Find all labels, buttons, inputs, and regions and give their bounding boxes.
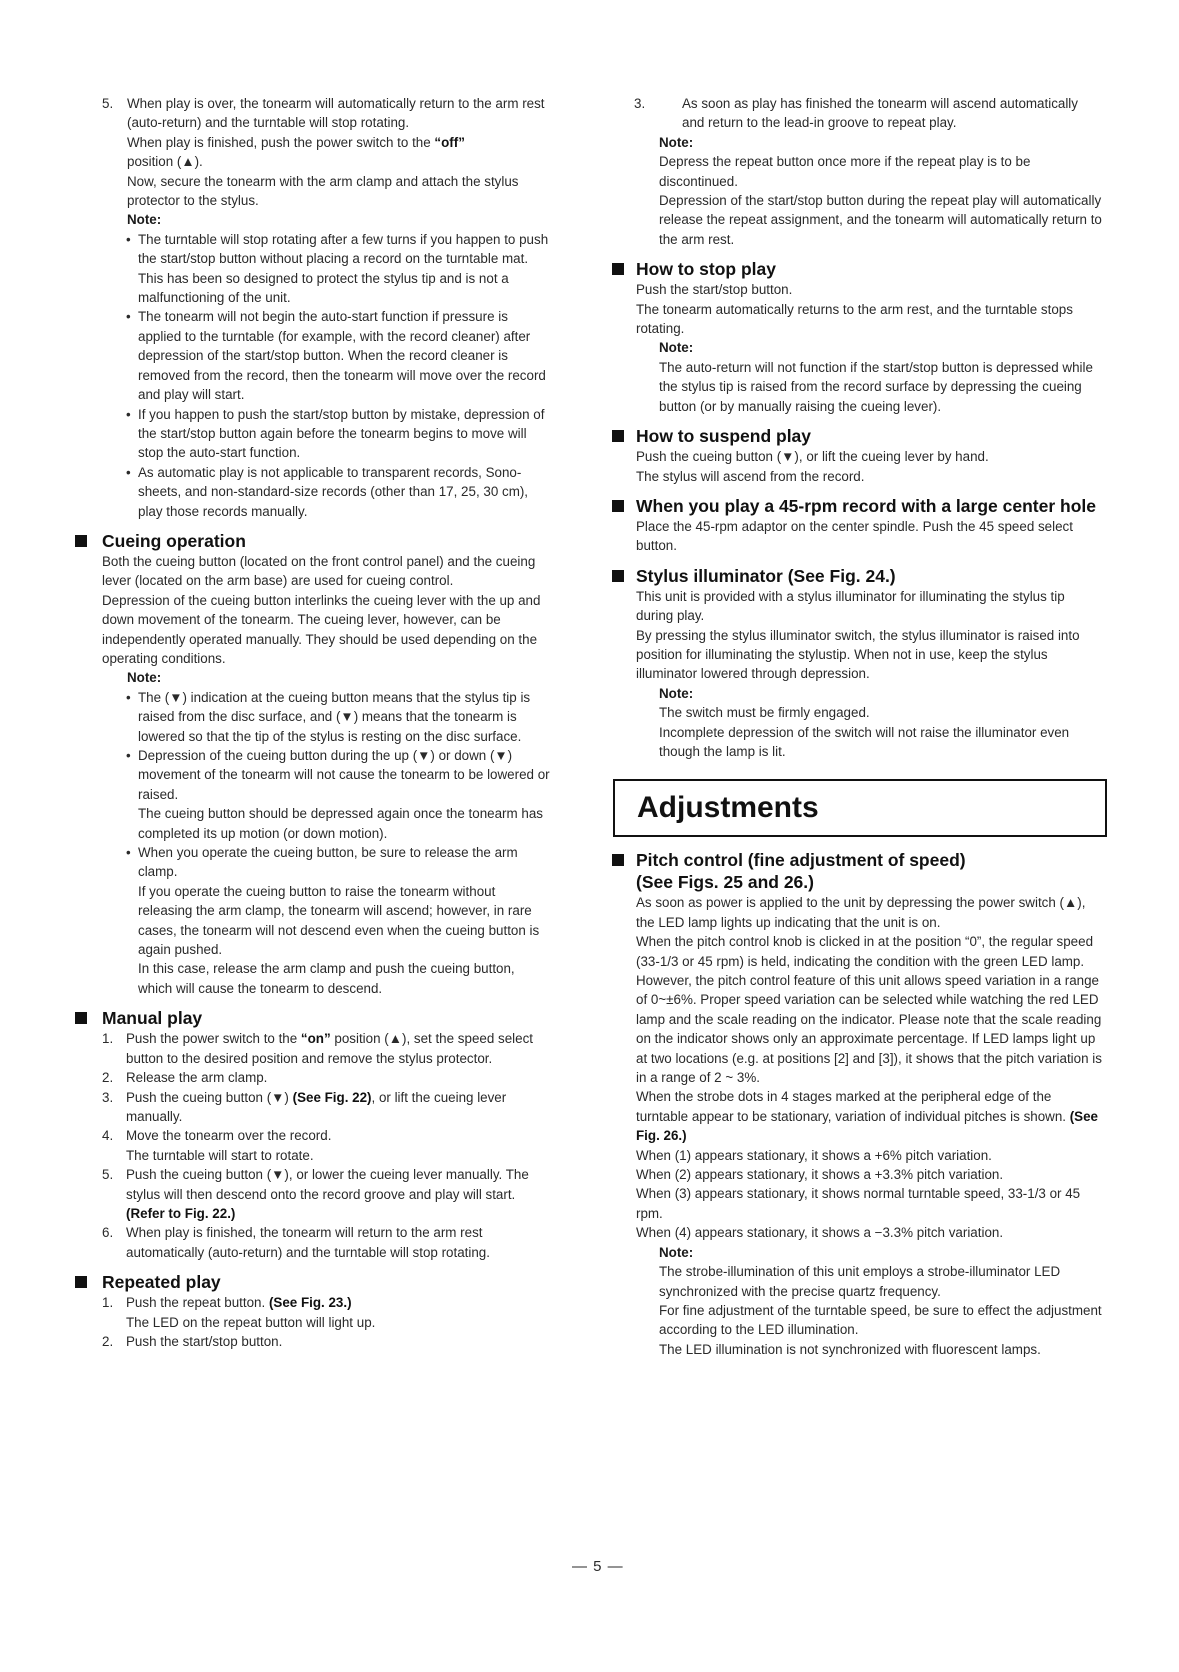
note-text: The switch must be firmly engaged. xyxy=(659,705,870,721)
left-column xyxy=(75,94,551,1351)
square-bullet-icon xyxy=(612,854,624,866)
paragraph: By pressing the stylus illuminator switch, the stylus illuminator is raised into position for illuminating the stylustip. When not in use, keep the stylus illuminator lowered through depression. xyxy=(636,627,1080,682)
section-heading-stylus-illuminator: Stylus illuminator (See Fig. 24.) xyxy=(612,565,1104,587)
section-heading-stop-play: How to stop play xyxy=(612,258,1104,280)
note-bullet: • The (▼) indication at the cueing button means that the stylus tip is raised from the disc surface, and (▼) means that the tonearm is lowered so that the tip of the stylus is resting on the disc surface. xyxy=(75,688,551,746)
note-label: Note: xyxy=(659,340,694,356)
section-heading-cueing: Cueing operation xyxy=(75,530,551,552)
paragraph: Push the cueing button (▼), or lift the cueing lever by hand. xyxy=(636,449,989,465)
square-bullet-icon xyxy=(612,570,624,582)
step-6: When play is finished, push the power switch to the “off” position (▲). xyxy=(127,134,465,170)
adjustments-title-box xyxy=(613,779,1107,837)
square-bullet-icon xyxy=(612,500,624,512)
note-bullet: • As automatic play is not applicable to transparent records, Sono-sheets, and non-standard-size records (other than 17, 25, 30 cm), play those records manually. xyxy=(75,463,551,521)
paragraph: However, the pitch control feature of this unit allows speed variation in a range of 0~±6%. Proper speed variation can be selected while watching the red LED lamp and the scale reading on the indicator. Please note that the scale reading on the indicator shows only an approximate percentage. If LED lamps light up at two locations (e.g. at positions [2] and [3]), it shows that the pitch variation is in a range of 2 ~ 3%. xyxy=(636,973,1102,1086)
step-3: 3. As soon as play has finished the tonearm will ascend automatically and return to the lead-in groove to repeat play. xyxy=(634,96,1078,131)
note-text: Incomplete depression of the switch will not raise the illuminator even though the lamp is lit. xyxy=(659,724,1070,759)
square-bullet-icon xyxy=(612,430,624,442)
step-6: 6. When play is finished, the tonearm will return to the arm rest automatically (auto-return) and the turntable will stop rotating. xyxy=(102,1225,490,1260)
section-heading-pitch-control: Pitch control (fine adjustment of speed) (See Figs. 25 and 26.) xyxy=(612,849,1104,893)
note-bullet: • The turntable will stop rotating after a few turns if you happen to push the start/stop button without placing a record on the turntable mat. This has been so designed to protect the stylus tip and is not a malfunctioning of the unit. xyxy=(75,230,551,308)
note-bullet-continued: In this case, release the arm clamp and push the cueing button, which will cause the tonearm to descend. xyxy=(138,961,515,996)
note-text: For fine adjustment of the turntable speed, be sure to effect the adjustment according to the LED illumination. xyxy=(659,1302,1102,1338)
note-bullet: • If you happen to push the start/stop button by mistake, depression of the start/stop button again before the tonearm begins to move will stop the auto-start function. xyxy=(75,405,551,463)
step-1: 1. Push the power switch to the “on” position (▲), set the speed select button to the desired position and remove the stylus protector. xyxy=(102,1031,533,1066)
square-bullet-icon xyxy=(75,1012,87,1024)
section-heading-manual-play: Manual play xyxy=(75,1007,551,1029)
note-bullet-continued: The cueing button should be depressed again once the tonearm has completed its up motion (or down motion). xyxy=(138,806,543,841)
paragraph: When the strobe dots in 4 stages marked at the peripheral edge of the turntable appear to be stationary, variation of individual pitches is shown. (See Fig. 26.) xyxy=(636,1089,1099,1144)
paragraph: Depression of the cueing button interlinks the cueing lever with the up and down movement of the tonearm. The cueing lever, however, can be independently operated manually. They should be used depending on the operating conditions. xyxy=(102,592,541,666)
strobe-line: When (2) appears stationary, it shows a +3.3% pitch variation. xyxy=(636,1167,1004,1183)
note-label: Note: xyxy=(659,685,694,701)
note-label: Note: xyxy=(127,670,162,686)
paragraph: Push the start/stop button. xyxy=(636,282,793,298)
step-5: 5. When play is over, the tonearm will automatically return to the arm rest (auto-return) and the turntable will stop rotating. xyxy=(102,96,545,131)
step-4: 4. Move the tonearm over the record. The turntable will start to rotate. xyxy=(102,1128,332,1163)
paragraph: When the pitch control knob is clicked in at the position “0”, the regular speed (33-1/3 or 45 rpm) is held, indicating the condition with the green LED lamp. xyxy=(636,934,1094,969)
step-1: 1. Push the repeat button. (See Fig. 23.) The LED on the repeat button will light up. xyxy=(102,1295,376,1330)
note-bullet-continued: If you operate the cueing button to raise the tonearm without releasing the arm clamp, the tonearm will ascend; however, in rare cases, the tonearm will not descend even when the cueing button is again pushed. xyxy=(138,883,540,958)
note-text: The auto-return will not function if the start/stop button is depressed while the stylus tip is raised from the record surface by depressing the cueing button (or by manually raising the cueing lever). xyxy=(659,359,1093,414)
strobe-line: When (1) appears stationary, it shows a +6% pitch variation. xyxy=(636,1147,992,1163)
note-bullet: • Depression of the cueing button during the up (▼) or down (▼) movement of the tonearm will not cause the tonearm to be lowered or raised. xyxy=(75,746,551,804)
step-5: 5. Push the cueing button (▼), or lower the cueing lever manually. The stylus will then descend onto the record groove and play will start. (Refer to Fig. 22.) xyxy=(102,1167,529,1221)
step-6-continued: Now, secure the tonearm with the arm clamp and attach the stylus protector to the stylus. xyxy=(127,173,519,209)
paragraph: Place the 45-rpm adaptor on the center spindle. Push the 45 speed select button. xyxy=(636,518,1073,554)
square-bullet-icon xyxy=(75,1276,87,1288)
note-text: The strobe-illumination of this unit employs a strobe-illuminator LED synchronized with the precise quartz frequency. xyxy=(659,1264,1061,1299)
note-bullet: • The tonearm will not begin the auto-start function if pressure is applied to the turntable (for example, with the record cleaner) after depression of the start/stop button. When the record cleaner is removed from the record, then the tonearm will move over the record and play will start. xyxy=(75,307,551,404)
note-label: Note: xyxy=(127,212,162,228)
section-heading-repeated-play: Repeated play xyxy=(75,1271,551,1293)
paragraph: As soon as power is applied to the unit by depressing the power switch (▲), the LED lamp lights up indicating that the unit is on. xyxy=(636,895,1086,930)
note-text: Depress the repeat button once more if the repeat play is to be discontinued. xyxy=(659,154,1031,189)
strobe-line: When (3) appears stationary, it shows normal turntable speed, 33-1/3 or 45 rpm. xyxy=(636,1186,1081,1221)
note-text: The LED illumination is not synchronized with fluorescent lamps. xyxy=(659,1341,1041,1357)
strobe-line: When (4) appears stationary, it shows a −3.3% pitch variation. xyxy=(636,1225,1004,1241)
paragraph: Both the cueing button (located on the front control panel) and the cueing lever (located on the arm base) are used for cueing control. xyxy=(102,553,536,589)
step-2: 2. Push the start/stop button. xyxy=(102,1333,283,1349)
note-label: Note: xyxy=(659,134,694,150)
square-bullet-icon xyxy=(75,535,87,547)
section-heading-suspend-play: How to suspend play xyxy=(612,425,1104,447)
square-bullet-icon xyxy=(612,263,624,275)
note-label: Note: xyxy=(659,1244,694,1260)
step-3: 3. Push the cueing button (▼) (See Fig. 22), or lift the cueing lever manually. xyxy=(102,1089,507,1124)
section-heading-45rpm: When you play a 45-rpm record with a large center hole xyxy=(612,495,1104,517)
step-2: 2. Release the arm clamp. xyxy=(102,1070,268,1086)
right-column xyxy=(636,94,1104,1359)
adjustments-title: Adjustments xyxy=(637,791,819,825)
paragraph: This unit is provided with a stylus illuminator for illuminating the stylus tip during play. xyxy=(636,588,1065,624)
note-text: Depression of the start/stop button during the repeat play will automatically release the repeat assignment, and the tonearm will automatically return to the arm rest. xyxy=(659,193,1102,247)
paragraph: The stylus will ascend from the record. xyxy=(636,468,865,484)
paragraph: The tonearm automatically returns to the arm rest, and the turntable stops rotating. xyxy=(636,301,1073,337)
page-number: — 5 — xyxy=(572,1558,624,1575)
note-bullet: • When you operate the cueing button, be sure to release the arm clamp. xyxy=(75,843,551,882)
